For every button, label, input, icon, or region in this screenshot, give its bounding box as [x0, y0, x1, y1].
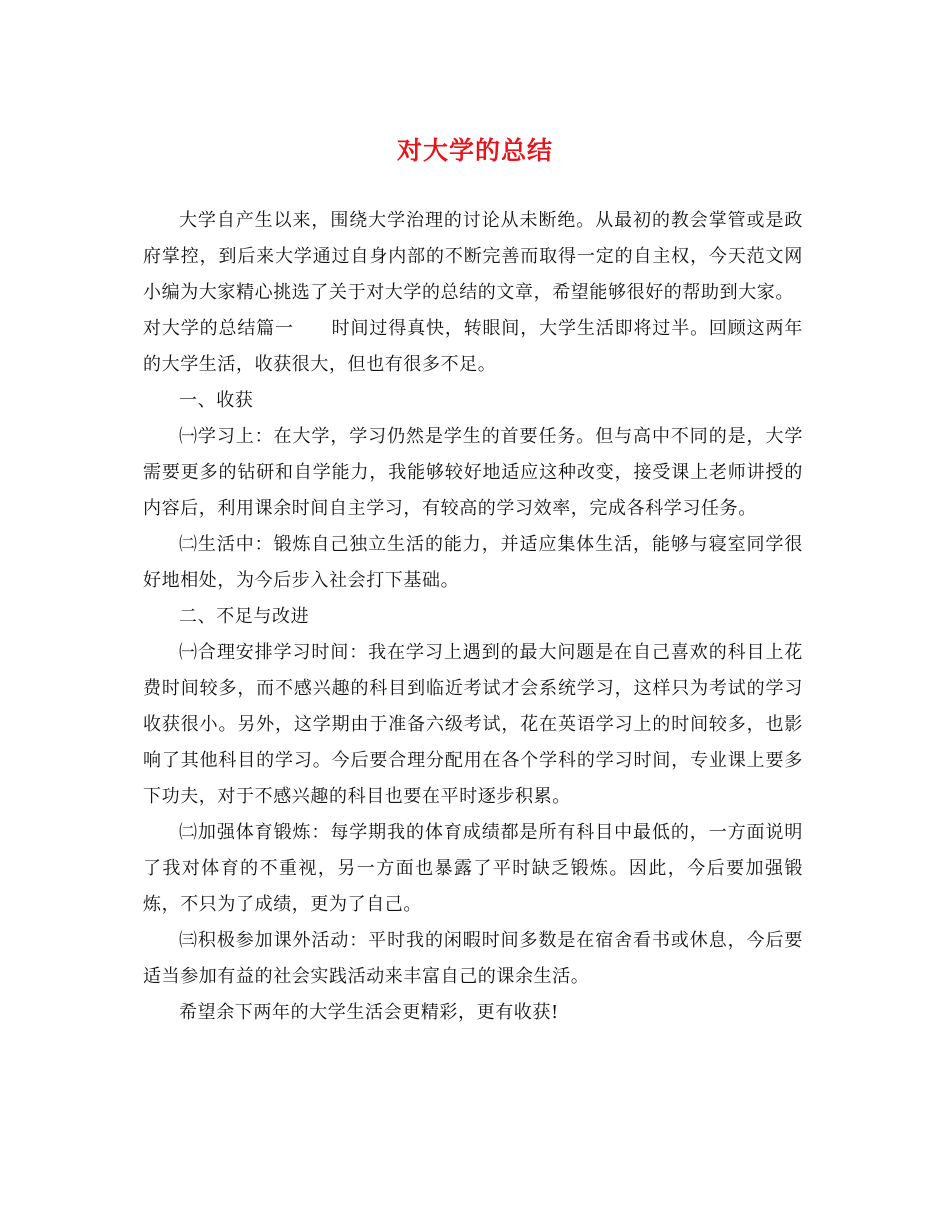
- document-title: 对大学的总结: [396, 136, 553, 165]
- improve-activities-paragraph: ㈢积极参加课外活动：平时我的闲暇时间多数是在宿舍看书或休息，今后要适当参加有益的社会实践活动来丰富自己的课余生活。: [143, 930, 803, 987]
- closing-paragraph: 希望余下两年的大学生活会更精彩，更有收获!: [179, 1002, 559, 1023]
- heading-gains: 一、收获: [179, 390, 254, 411]
- section-lead-paragraph: 对大学的总结篇一 时间过得真快，转眼间，大学生活即将过半。回顾这两年的大学生活，收获很大，但也有很多不足。: [143, 318, 803, 375]
- gains-life-paragraph: ㈡生活中：锻炼自己独立生活的能力，并适应集体生活，能够与寝室同学很好地相处，为今后步入社会打下基础。: [143, 534, 803, 591]
- gains-study-paragraph: ㈠学习上：在大学，学习仍然是学生的首要任务。但与高中不同的是，大学需要更多的钻研和自学能力，我能够较好地适应这种改变，接受课上老师讲授的内容后，利用课余时间自主学习，有较高的学习效率，完成各科学习任务。: [143, 426, 803, 519]
- improve-time-paragraph: ㈠合理安排学习时间：我在学习上遇到的最大问题是在自己喜欢的科目上花费时间较多，而不感兴趣的科目到临近考试才会系统学习，这样只为考试的学习收获很小。另外，这学期由于准备六级考试，花在英语学习上的时间较多，也影响了其他科目的学习。今后要合理分配用在各个学科的学习时间，专业课上要多下功夫，对于不感兴趣的科目也要在平时逐步积累。: [143, 642, 803, 807]
- intro-paragraph: 大学自产生以来，围绕大学治理的讨论从未断绝。从最初的教会掌管或是政府掌控，到后来大学通过自身内部的不断完善而取得一定的自主权，今天范文网小编为大家精心挑选了关于对大学的总结的文章，希望能够很好的帮助到大家。: [143, 210, 803, 303]
- heading-shortcomings: 二、不足与改进: [179, 606, 310, 627]
- document-body: [143, 203, 803, 1031]
- improve-exercise-paragraph: ㈡加强体育锻炼：每学期我的体育成绩都是所有科目中最低的，一方面说明了我对体育的不重视，另一方面也暴露了平时缺乏锻炼。因此，今后要加强锻炼，不只为了成绩，更为了自己。: [143, 822, 803, 915]
